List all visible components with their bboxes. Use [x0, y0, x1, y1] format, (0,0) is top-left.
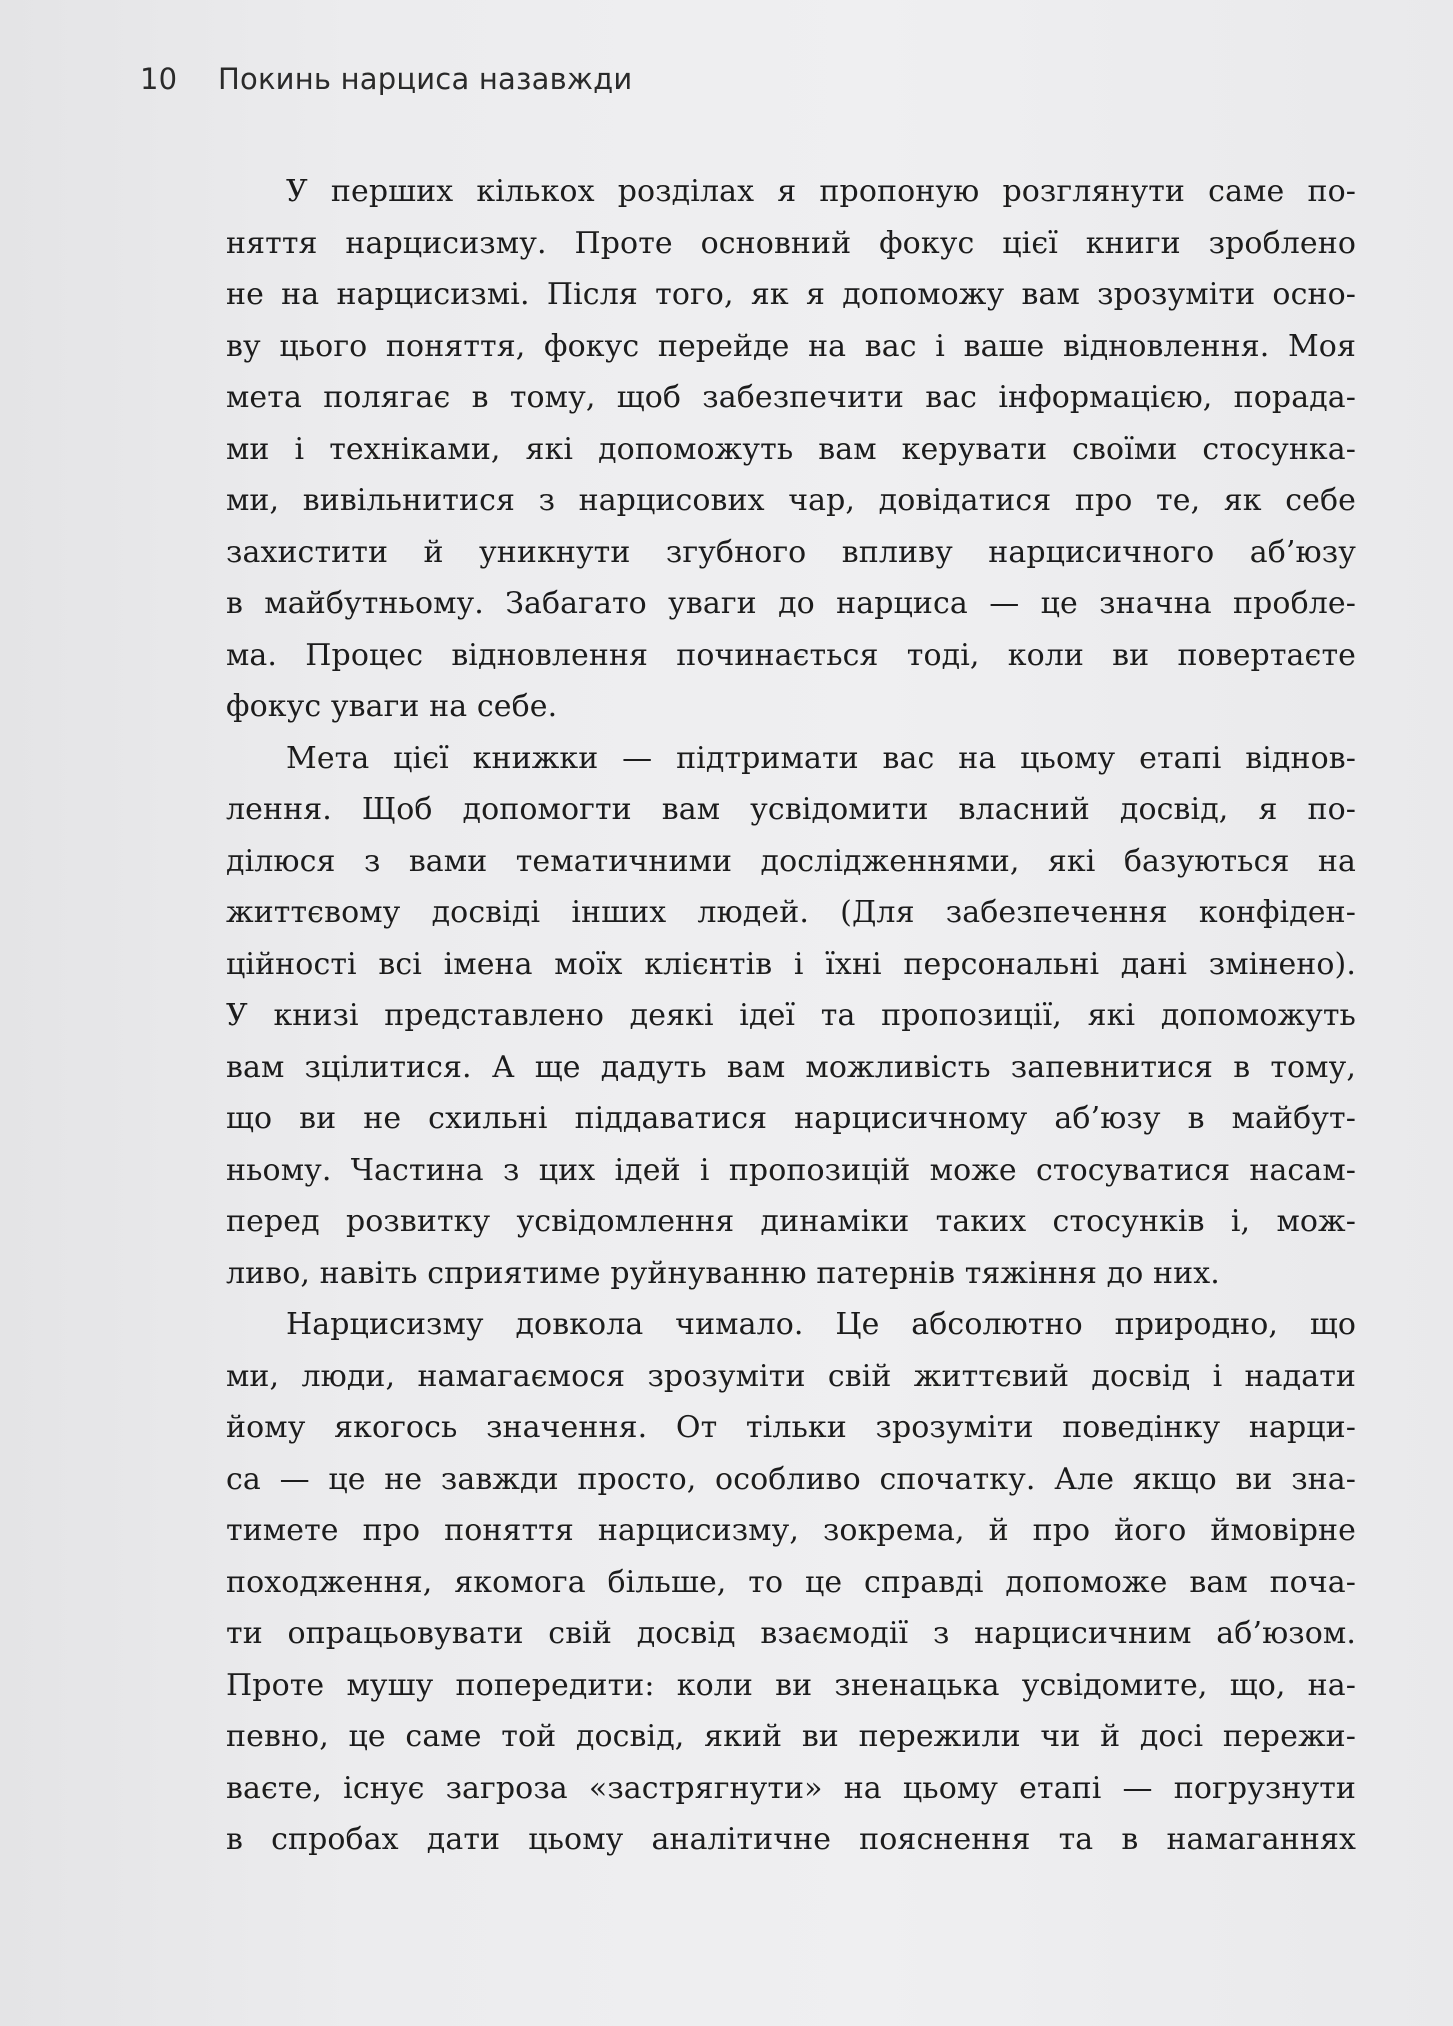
text-line: ньому. Частина з цих ідей і пропозицій може стосуватися насам-	[226, 1152, 1356, 1188]
paragraph-1	[226, 166, 1356, 733]
text-line: няття нарцисизму. Проте основний фокус цієї книги зроблено	[226, 225, 1356, 261]
page-number: 10	[140, 62, 178, 96]
text-line: са — це не завжди просто, особливо спочатку. Але якщо ви зна-	[226, 1461, 1356, 1497]
text-line: певно, це саме той досвід, який ви пережили чи й досі пережи-	[226, 1719, 1356, 1754]
text-line: мета полягає в тому, щоб забезпечити вас інформацією, порада-	[226, 380, 1356, 415]
text-line: ма. Процес відновлення починається тоді, коли ви повертаєте	[226, 637, 1356, 673]
text-line: фокус уваги на себе.	[226, 689, 558, 724]
text-line: походження, якомога більше, то це справді допоможе вам поча-	[226, 1564, 1356, 1600]
text-line: ми і техніками, які допоможуть вам керувати своїми стосунка-	[226, 431, 1356, 467]
text-line: тимете про поняття нарцисизму, зокрема, й про його ймовірне	[226, 1513, 1356, 1548]
text-line: Мета цієї книжки — підтримати вас на цьому етапі віднов-	[286, 740, 1356, 776]
text-line: в спробах дати цьому аналітичне пояснення та в намаганнях	[226, 1822, 1356, 1857]
text-line: ваєте, існує загроза «застрягнути» на цьому етапі — погрузнути	[226, 1770, 1356, 1806]
text-line: ливо, навіть сприятиме руйнуванню патернів тяжіння до них.	[226, 1255, 1220, 1291]
text-line: ву цього поняття, фокус перейде на вас і ваше відновлення. Моя	[226, 328, 1356, 364]
text-line: йому якогось значення. От тільки зрозуміти поведінку нарци-	[226, 1410, 1356, 1445]
text-line: захистити й уникнути згубного впливу нарцисичного аб’юзу	[226, 534, 1356, 570]
text-line: не на нарцисизмі. Після того, як я допоможу вам зрозуміти осно-	[226, 277, 1356, 312]
body-text	[226, 166, 1356, 1866]
text-line: Нарцисизму довкола чимало. Це абсолютно природно, що	[286, 1307, 1356, 1342]
text-line: ми, вивільнитися з нарцисових чар, довідатися про те, як себе	[226, 483, 1356, 518]
text-line: життєвому досвіді інших людей. (Для забезпечення конфіден-	[226, 895, 1356, 930]
book-title: Покинь нарциса назавжди	[218, 62, 633, 96]
text-line: Проте мушу попередити: коли ви зненацька усвідомите, що, на-	[226, 1667, 1356, 1703]
text-line: що ви не схильні піддаватися нарцисичному аб’юзу в майбут-	[226, 1101, 1356, 1136]
text-line: перед розвитку усвідомлення динаміки таких стосунків і, мож-	[226, 1204, 1356, 1239]
text-line: У книзі представлено деякі ідеї та пропозиції, які допоможуть	[226, 998, 1356, 1033]
text-line: вам зцілитися. А ще дадуть вам можливість запевнитися в тому,	[226, 1049, 1356, 1085]
paragraph-3	[226, 1299, 1356, 1866]
paragraph-2	[226, 733, 1356, 1300]
running-head	[140, 62, 632, 96]
text-line: ми, люди, намагаємося зрозуміти свій життєвий досвід і надати	[226, 1358, 1356, 1394]
text-line: У перших кількох розділах я пропоную розглянути саме по-	[286, 174, 1356, 209]
text-line: в майбутньому. Забагато уваги до нарциса — це значна пробле-	[226, 586, 1356, 621]
text-line: ти опрацьовувати свій досвід взаємодії з нарцисичним аб’юзом.	[226, 1616, 1356, 1651]
text-line: ділюся з вами тематичними дослідженнями, які базуються на	[226, 843, 1356, 879]
text-line: ційності всі імена моїх клієнтів і їхні персональні дані змінено).	[226, 946, 1356, 982]
text-line: лення. Щоб допомогти вам усвідомити власний досвід, я по-	[226, 792, 1356, 827]
